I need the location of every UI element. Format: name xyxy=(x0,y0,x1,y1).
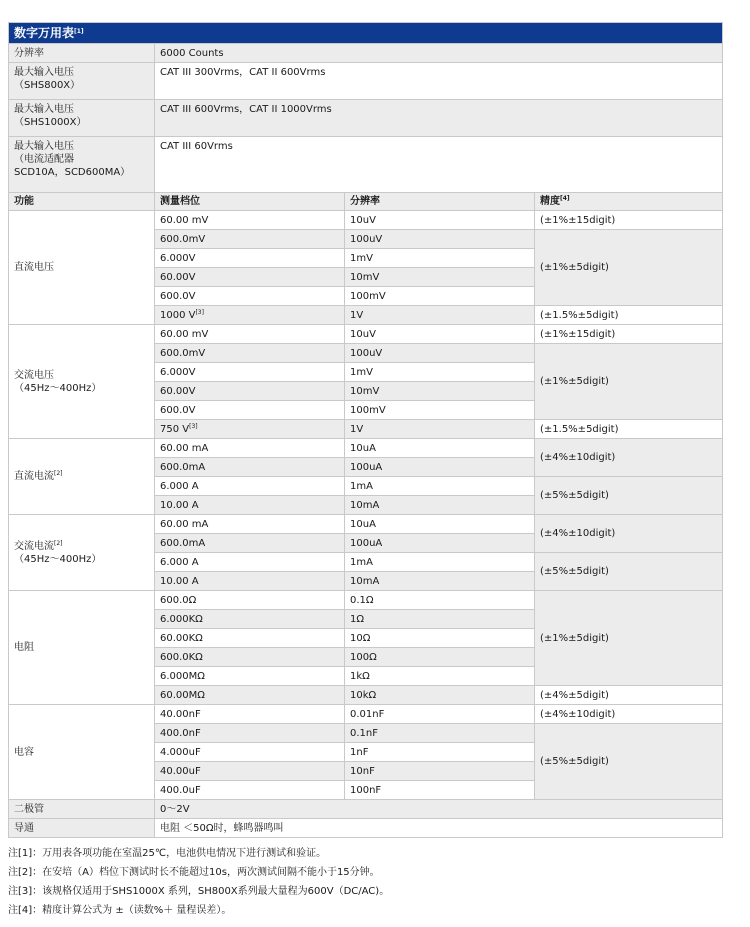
resolution-cell: 0.01nF xyxy=(345,705,535,724)
continuity-label: 导通 xyxy=(9,819,155,838)
range-cell: 40.00uF xyxy=(155,762,345,781)
resolution-cell: 10uA xyxy=(345,515,535,534)
range-cell: 600.0V xyxy=(155,287,345,306)
col-function: 功能 xyxy=(9,193,155,211)
range-cell: 750 V[3] xyxy=(155,420,345,439)
col-range: 测量档位 xyxy=(155,193,345,211)
accuracy-cell: (±1%±5digit) xyxy=(535,230,723,306)
range-cell: 60.00V xyxy=(155,382,345,401)
resolution-cell: 1V xyxy=(345,306,535,325)
table-title: 数字万用表[1] xyxy=(9,23,723,44)
resolution-cell: 0.1Ω xyxy=(345,591,535,610)
resolution-cell: 100Ω xyxy=(345,648,535,667)
table-row xyxy=(9,325,723,344)
resolution-cell: 100nF xyxy=(345,781,535,800)
range-cell: 6.000V xyxy=(155,363,345,382)
resolution-cell: 1mA xyxy=(345,553,535,572)
range-cell: 40.00nF xyxy=(155,705,345,724)
table-row xyxy=(9,705,723,724)
table-row xyxy=(9,211,723,230)
resolution-cell: 10uV xyxy=(345,211,535,230)
resolution-value: 6000 Counts xyxy=(155,44,723,63)
range-cell: 60.00V xyxy=(155,268,345,287)
resolution-cell: 0.1nF xyxy=(345,724,535,743)
accuracy-cell: (±4%±10digit) xyxy=(535,439,723,477)
resolution-cell: 1mV xyxy=(345,363,535,382)
range-cell: 6.000KΩ xyxy=(155,610,345,629)
max-input-value: CAT III 300Vrms，CAT II 600Vrms xyxy=(155,63,723,100)
max-input-label: 最大输入电压 （SHS1000X） xyxy=(9,100,155,137)
diode-value: 0～2V xyxy=(155,800,723,819)
range-cell: 60.00 mV xyxy=(155,211,345,230)
range-cell: 6.000V xyxy=(155,249,345,268)
range-cell: 600.0V xyxy=(155,401,345,420)
range-cell: 60.00 mA xyxy=(155,439,345,458)
range-cell: 600.0mA xyxy=(155,458,345,477)
resolution-cell: 100uV xyxy=(345,344,535,363)
dc-voltage-label: 直流电压 xyxy=(9,211,155,325)
dmm-spec-table xyxy=(8,22,723,838)
diode-label: 二极管 xyxy=(9,800,155,819)
range-cell: 6.000 A xyxy=(155,553,345,572)
range-cell: 10.00 A xyxy=(155,572,345,591)
table-row xyxy=(9,515,723,534)
range-cell: 600.0Ω xyxy=(155,591,345,610)
resolution-cell: 100uA xyxy=(345,458,535,477)
accuracy-cell: (±1%±5digit) xyxy=(535,344,723,420)
range-cell: 400.0uF xyxy=(155,781,345,800)
range-cell: 1000 V[3] xyxy=(155,306,345,325)
dmm-spec-section xyxy=(8,22,722,838)
resolution-cell: 100mV xyxy=(345,287,535,306)
continuity-value: 电阻 ＜50Ω时，蜂鸣器鸣叫 xyxy=(155,819,723,838)
max-input-value: CAT III 600Vrms，CAT II 1000Vrms xyxy=(155,100,723,137)
resolution-cell: 10uA xyxy=(345,439,535,458)
range-cell: 60.00MΩ xyxy=(155,686,345,705)
range-cell: 6.000MΩ xyxy=(155,667,345,686)
range-cell: 600.0mV xyxy=(155,230,345,249)
col-resolution: 分辨率 xyxy=(345,193,535,211)
accuracy-cell: (±4%±5digit) xyxy=(535,686,723,705)
accuracy-cell: (±5%±5digit) xyxy=(535,477,723,515)
resolution-cell: 10mV xyxy=(345,382,535,401)
table-row xyxy=(9,439,723,458)
range-cell: 60.00 mA xyxy=(155,515,345,534)
resolution-cell: 1kΩ xyxy=(345,667,535,686)
resolution-cell: 1nF xyxy=(345,743,535,762)
resolution-cell: 10uV xyxy=(345,325,535,344)
ac-voltage-label: 交流电压 （45Hz～400Hz） xyxy=(9,325,155,439)
resolution-cell: 10mA xyxy=(345,496,535,515)
accuracy-cell: (±1.5%±5digit) xyxy=(535,420,723,439)
accuracy-cell: (±1%±15digit) xyxy=(535,325,723,344)
range-cell: 4.000uF xyxy=(155,743,345,762)
continuity-row xyxy=(9,819,723,838)
resolution-row xyxy=(9,44,723,63)
range-cell: 400.0nF xyxy=(155,724,345,743)
footnote: 注[4]：精度计算公式为 ±（读数%＋ 量程误差）。 xyxy=(8,905,232,916)
resolution-cell: 100uV xyxy=(345,230,535,249)
footnotes xyxy=(8,844,389,920)
max-input-value: CAT III 60Vrms xyxy=(155,137,723,193)
accuracy-cell: (±4%±10digit) xyxy=(535,705,723,724)
range-cell: 60.00KΩ xyxy=(155,629,345,648)
resolution-cell: 10Ω xyxy=(345,629,535,648)
footnote: 注[3]：该规格仅适用于SHS1000X 系列，SH800X系列最大量程为600V（DC/AC)。 xyxy=(8,886,390,897)
range-cell: 60.00 mV xyxy=(155,325,345,344)
resolution-cell: 10kΩ xyxy=(345,686,535,705)
accuracy-cell: (±1.5%±5digit) xyxy=(535,306,723,325)
resolution-cell: 1mV xyxy=(345,249,535,268)
dc-current-label: 直流电流[2] xyxy=(9,439,155,515)
accuracy-cell: (±1%±5digit) xyxy=(535,591,723,686)
max-input-label: 最大输入电压 （电流适配器 SCD10A，SCD600MA） xyxy=(9,137,155,193)
resolution-cell: 10mA xyxy=(345,572,535,591)
resolution-cell: 10mV xyxy=(345,268,535,287)
range-cell: 10.00 A xyxy=(155,496,345,515)
range-cell: 600.0mA xyxy=(155,534,345,553)
accuracy-cell: (±1%±15digit) xyxy=(535,211,723,230)
col-accuracy: 精度[4] xyxy=(535,193,723,211)
accuracy-cell: (±5%±5digit) xyxy=(535,724,723,800)
resolution-cell: 1mA xyxy=(345,477,535,496)
range-cell: 600.0KΩ xyxy=(155,648,345,667)
capacitance-label: 电容 xyxy=(9,705,155,800)
accuracy-cell: (±5%±5digit) xyxy=(535,553,723,591)
diode-row xyxy=(9,800,723,819)
range-cell: 6.000 A xyxy=(155,477,345,496)
footnote: 注[2]：在安培（A）档位下测试时长不能超过10s，两次测试间隔不能小于15分钟。 xyxy=(8,867,380,878)
max-input-label: 最大输入电压 （SHS800X） xyxy=(9,63,155,100)
resolution-cell: 1Ω xyxy=(345,610,535,629)
resolution-cell: 100uA xyxy=(345,534,535,553)
resolution-cell: 1V xyxy=(345,420,535,439)
range-cell: 600.0mV xyxy=(155,344,345,363)
footnote: 注[1]：万用表各项功能在室温25℃，电池供电情况下进行测试和验证。 xyxy=(8,848,327,859)
column-header-row xyxy=(9,193,723,211)
max-input-row xyxy=(9,137,723,193)
table-title-row xyxy=(9,23,723,44)
resistance-label: 电阻 xyxy=(9,591,155,705)
resolution-cell: 10nF xyxy=(345,762,535,781)
max-input-row xyxy=(9,63,723,100)
accuracy-cell: (±4%±10digit) xyxy=(535,515,723,553)
ac-current-label: 交流电流[2] （45Hz～400Hz） xyxy=(9,515,155,591)
resolution-label: 分辨率 xyxy=(9,44,155,63)
table-row xyxy=(9,591,723,610)
resolution-cell: 100mV xyxy=(345,401,535,420)
max-input-row xyxy=(9,100,723,137)
